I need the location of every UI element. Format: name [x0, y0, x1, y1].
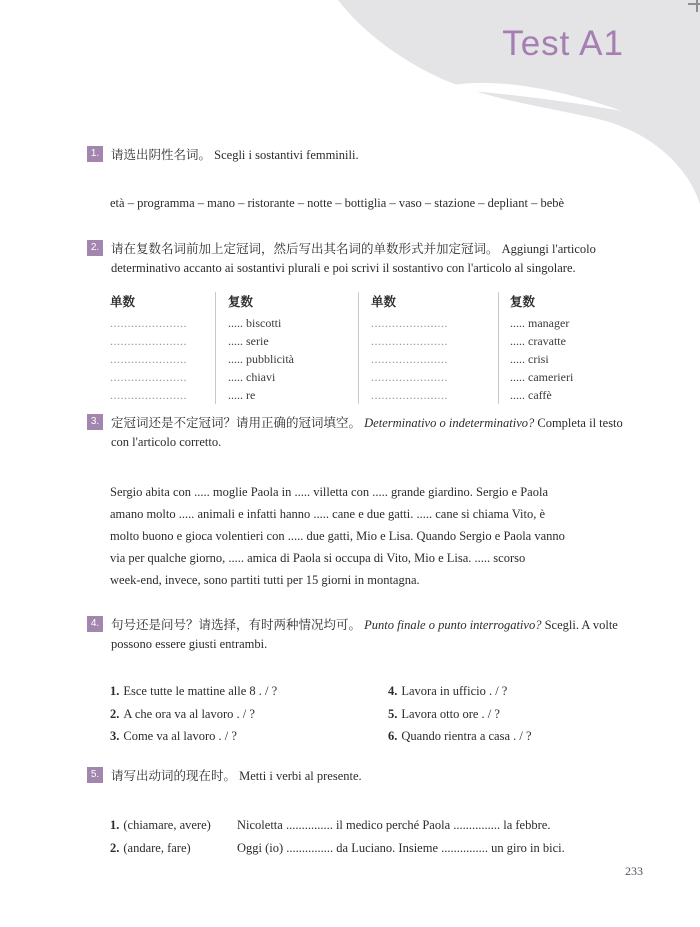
section-1-header [87, 146, 642, 165]
section-3-header [87, 414, 642, 452]
cloze-paragraph [110, 481, 655, 591]
question-text: Come va al lavoro . / ? [123, 729, 237, 743]
article-table [110, 292, 656, 404]
table-cell: ..... caffè [510, 388, 552, 402]
question-number: 4. [388, 684, 398, 698]
table-header-singular-1: 单数 [110, 295, 136, 309]
verb-row-label [110, 837, 237, 860]
section-1-instruction [111, 146, 642, 165]
section-5-instruction-zh: 请写出动词的现在时。 [111, 769, 237, 783]
table-column-plural-2 [498, 292, 656, 404]
section-3-instruction [111, 414, 642, 452]
blank-line: ...................... [110, 370, 187, 384]
section-1-number-badge: 1. [87, 146, 103, 162]
verb-row [110, 814, 655, 837]
question-number: 3. [110, 729, 120, 743]
question-item [110, 680, 277, 703]
blank-line: ...................... [110, 352, 187, 366]
section-2 [87, 240, 642, 278]
crop-mark-horizontal [688, 3, 700, 5]
question-number: 5. [388, 706, 398, 721]
verb-row-verbs: (andare, fare) [123, 841, 191, 855]
section-4-instruction-it: Scegli. A volte possono essere giusti entrambi. [111, 618, 618, 651]
verb-row-verbs: (chiamare, avere) [123, 818, 211, 832]
section-4-instruction [111, 616, 642, 654]
table-column-plural-1 [215, 292, 358, 404]
question-item [388, 725, 532, 748]
question-item [110, 725, 277, 748]
table-cell: ..... cravatte [510, 334, 566, 348]
section-2-number-badge: 2. [87, 240, 103, 256]
section-3-instruction-it-italic: Determinativo o indeterminativo? [364, 416, 535, 430]
section-2-instruction-it: Aggiungi l'articolo determinativo accanto ai sostantivi plurali e poi scrivi il sostantivo con l'articolo al singolare. [111, 242, 596, 275]
cloze-line: molto buono e gioca volentieri con ..... due gatti, Mio e Lisa. Quando Sergio e Paola vanno [110, 529, 565, 543]
question-list-left [110, 680, 277, 748]
blank-line: ...................... [110, 334, 187, 348]
section-1 [87, 146, 642, 165]
question-text: A che ora va al lavoro . / ? [123, 706, 255, 721]
section-5-header [87, 767, 642, 786]
question-text: Lavora otto ore . / ? [401, 706, 500, 721]
blank-line: ...................... [371, 352, 448, 366]
verb-row-label [110, 814, 237, 837]
cloze-line: via per qualche giorno, ..... amica di Paola si occupa di Vito, Mio e Lisa. ..... scorso [110, 551, 526, 565]
table-cell: ..... re [228, 388, 256, 402]
question-list-right [388, 680, 532, 748]
section-3-instruction-zh: 定冠词还是不定冠词？请用正确的冠词填空。 [111, 416, 362, 430]
verb-exercise-rows [110, 814, 655, 860]
verb-row-sentence: Nicoletta ............... il medico perché Paola ............... la febbre. [237, 818, 551, 832]
page-number: 233 [625, 864, 643, 878]
table-cell: ..... pubblicità [228, 352, 294, 366]
verb-row-number: 1. [110, 818, 120, 832]
blank-line: ...................... [371, 388, 448, 402]
question-number: 2. [110, 706, 120, 721]
question-item [110, 703, 277, 726]
section-3-number-badge: 3. [87, 414, 103, 430]
question-item [388, 680, 532, 703]
section-1-word-list: età – programma – mano – ristorante – notte – bottiglia – vaso – stazione – depliant – bebè [110, 196, 565, 210]
table-column-singular-2 [358, 292, 498, 404]
section-5 [87, 767, 642, 786]
section-5-instruction [111, 767, 642, 786]
crop-mark-vertical [696, 0, 698, 12]
table-header-plural-1: 复数 [228, 295, 254, 309]
question-text: Quando rientra a casa . / ? [401, 729, 532, 743]
table-column-singular-1 [110, 292, 215, 404]
table-cell: ..... serie [228, 334, 269, 348]
verb-row [110, 837, 655, 860]
section-4 [87, 616, 642, 654]
blank-line: ...................... [110, 388, 187, 402]
section-2-header [87, 240, 642, 278]
verb-row-number: 2. [110, 841, 120, 855]
section-4-instruction-it-italic: Punto finale o punto interrogativo? [364, 618, 542, 632]
verb-row-sentence: Oggi (io) ............... da Luciano. Insieme ............... un giro in bici. [237, 841, 565, 855]
section-4-instruction-zh: 句号还是问号？请选择，有时两种情况均可。 [111, 618, 362, 632]
section-5-number-badge: 5. [87, 767, 103, 783]
table-header-plural-2: 复数 [510, 295, 536, 309]
section-4-header [87, 616, 642, 654]
section-2-instruction-zh: 请在复数名词前加上定冠词，然后写出其名词的单数形式并加定冠词。 [111, 242, 499, 256]
section-2-instruction [111, 240, 642, 278]
section-5-instruction-it: Metti i verbi al presente. [239, 769, 362, 783]
section-3 [87, 414, 642, 452]
question-number: 6. [388, 729, 398, 743]
blank-line: ...................... [371, 370, 448, 384]
question-text: Esce tutte le mattine alle 8 . / ? [123, 684, 278, 698]
page-title: Test A1 [502, 24, 624, 63]
question-number: 1. [110, 684, 120, 698]
table-cell: ..... manager [510, 316, 570, 330]
table-header-singular-2: 单数 [371, 295, 397, 309]
section-4-number-badge: 4. [87, 616, 103, 632]
table-cell: ..... chiavi [228, 370, 276, 384]
section-1-instruction-it: Scegli i sostantivi femminili. [214, 148, 359, 162]
cloze-line: amano molto ..... animali e infatti hanno ..... cane e due gatti. ..... cane si chiama Vito, è [110, 507, 545, 521]
table-cell: ..... crisi [510, 352, 549, 366]
cloze-line: Sergio abita con ..... moglie Paola in ..... villetta con ..... grande giardino. Sergio e Paola [110, 485, 548, 499]
cloze-line: week-end, invece, sono partiti tutti per 15 giorni in montagna. [110, 573, 420, 587]
blank-line: ...................... [371, 334, 448, 348]
section-1-instruction-zh: 请选出阴性名词。 [111, 148, 212, 162]
blank-line: ...................... [110, 316, 187, 330]
question-text: Lavora in ufficio . / ? [401, 684, 508, 698]
table-cell: ..... biscotti [228, 316, 282, 330]
table-cell: ..... camerieri [510, 370, 574, 384]
question-item [388, 703, 532, 726]
section-3-instruction-it: Completa il testo con l'articolo corretto. [111, 416, 623, 449]
blank-line: ...................... [371, 316, 448, 330]
